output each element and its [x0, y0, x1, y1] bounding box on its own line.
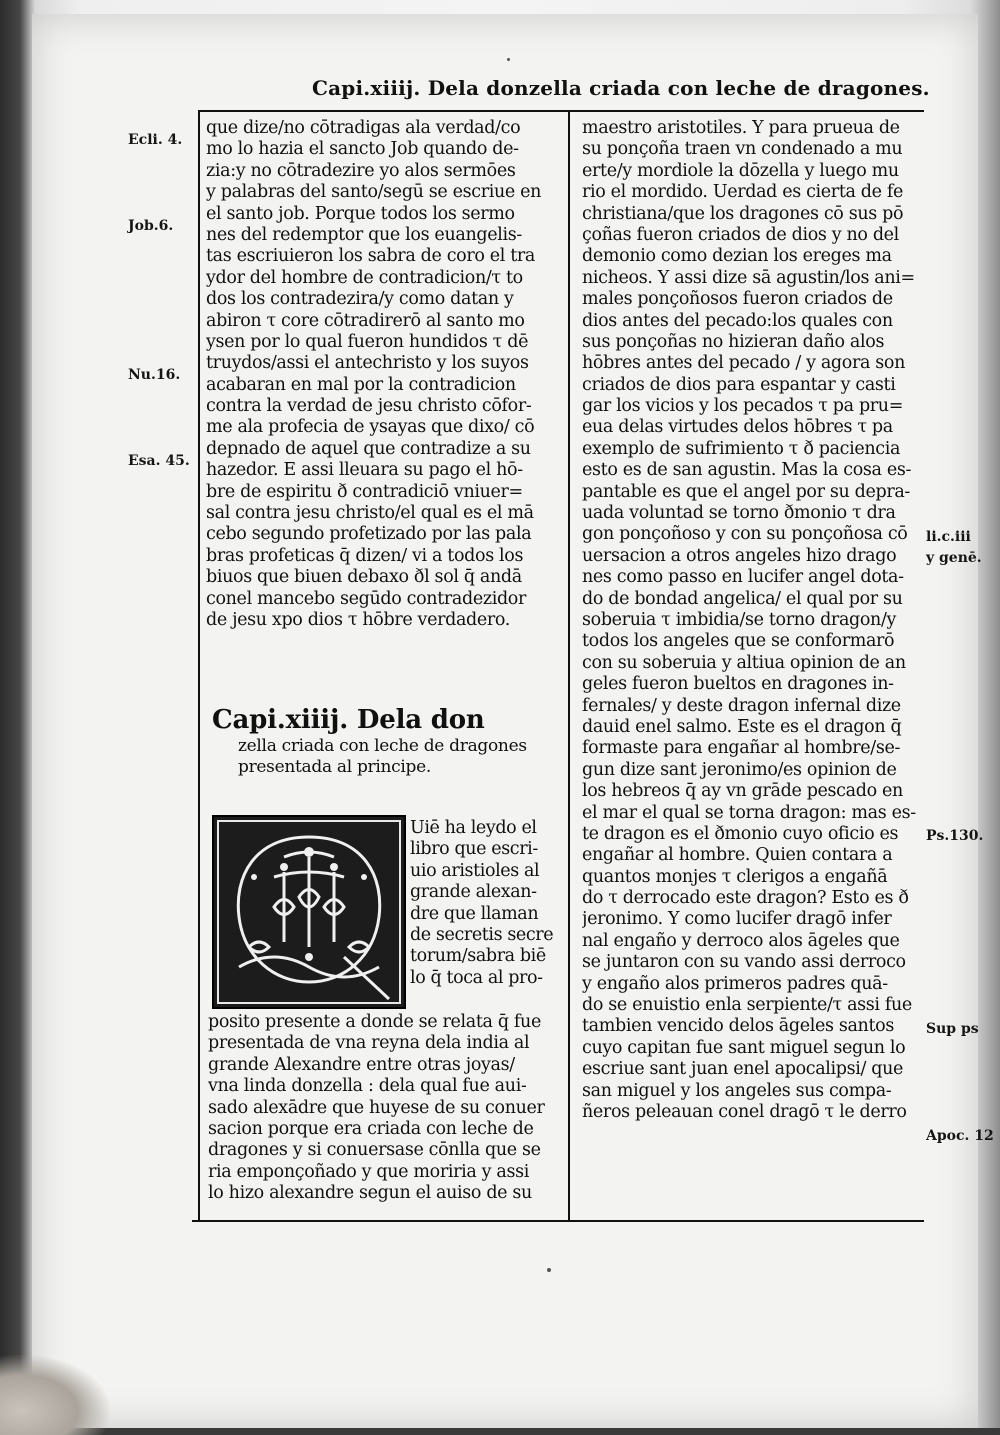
- decorated-initial: [212, 815, 406, 1009]
- text-line: do τ derrocado este dragon? Esto es ð: [582, 888, 909, 909]
- right-column: [582, 118, 920, 1123]
- text-line: vna linda donzella : dela qual fue aui-: [208, 1076, 527, 1097]
- text-line: bre de espiritu ð contradiciō vniuer=: [206, 481, 523, 502]
- text-line: dragones y si conuersase cōnlla que se: [208, 1140, 541, 1161]
- text-line: posito presente a donde se relata q̄ fue: [208, 1012, 541, 1032]
- text-line: sado alexādre que huyese de su conuer: [208, 1097, 545, 1118]
- text-line: nal engaño y derroco alos āgeles que: [582, 930, 900, 951]
- margin-note-left: Ecli. 4.: [128, 132, 183, 148]
- text-line: pantable es que el angel por su depra-: [582, 481, 910, 502]
- text-line: do se enuistio enla serpiente/τ assi fue: [582, 995, 912, 1016]
- margin-note-left: Esa. 45.: [128, 453, 190, 469]
- text-line: se juntaron con su vando assi derroco: [582, 952, 906, 973]
- text-line: do de bondad angelica/ el qual por su: [582, 588, 903, 609]
- text-line: escriue sant juan enel apocalipsi/ que: [582, 1059, 904, 1080]
- text-line: libro que escri-: [410, 839, 538, 860]
- margin-note-right: y genē.: [926, 550, 982, 566]
- margin-note-right: Ps.130.: [926, 828, 984, 845]
- text-line: ysen por lo qual fueron hundidos τ dē: [206, 331, 529, 352]
- text-line: todos los angeles que se conformarō: [582, 631, 895, 652]
- text-line: contra la verdad de jesu christo cōfor-: [206, 396, 532, 417]
- text-line: dre que llaman: [410, 903, 539, 924]
- ink-speck: [507, 58, 510, 61]
- text-line: fernales/ y deste dragon infernal dize: [582, 695, 901, 716]
- margin-note-left: Nu.16.: [128, 367, 181, 384]
- text-line: nes como passo en lucifer angel dota-: [582, 567, 904, 588]
- text-line: grande Alexandre entre otras joyas/: [208, 1054, 515, 1075]
- text-line: demonio como dezian los ereges ma: [582, 246, 892, 267]
- bottom-rule: [192, 1220, 924, 1222]
- text-line: presentada de vna reyna dela india al: [208, 1033, 530, 1054]
- text-line: gon ponçoñoso y con su ponçoñosa cō: [582, 524, 908, 545]
- text-line: tambien vencido delos āgeles santos: [582, 1016, 894, 1037]
- ink-speck: [547, 1268, 551, 1272]
- chapter-text-full: [208, 1012, 560, 1205]
- text-line: san miguel y los angeles sus compa-: [582, 1080, 892, 1101]
- text-line: esto es de san agustin. Mas la cosa es-: [582, 460, 912, 481]
- text-line: conel mancebo segūdo contradezidor: [206, 588, 527, 609]
- text-line: lo hizo alexandre segun el auiso de su: [208, 1183, 532, 1204]
- text-line: nicheos. Y assi dize sā agustin/los ani=: [582, 267, 915, 288]
- text-line: rio el mordido. Uerdad es cierta de fe: [582, 182, 904, 203]
- text-line: formaste para engañar al hombre/se-: [582, 738, 901, 759]
- text-line: acabaran en mal por la contradicion: [206, 374, 516, 395]
- text-line: el santo job. Porque todos los sermo: [206, 203, 515, 224]
- text-line: zia:y no cōtradezire yo alos sermōes: [206, 160, 516, 181]
- text-line: engañar al hombre. Quien contara a: [582, 845, 893, 866]
- text-line: grande alexan-: [410, 882, 537, 903]
- chapter-subtitle-1: zella criada con leche de dragones: [238, 736, 527, 756]
- text-line: lo q̄ toca al pro-: [410, 967, 543, 988]
- text-line: te dragon es el ðmonio cuyo oficio es: [582, 823, 899, 844]
- text-line: cuyo capitan fue sant miguel segun lo: [582, 1037, 906, 1058]
- text-line: abiron τ core cōtradirerō al santo mo: [206, 310, 525, 331]
- text-line: y palabras del santo/segū se escriue en: [206, 182, 542, 203]
- text-line: cebo segundo profetizado por las pala: [206, 524, 532, 545]
- text-line: nes del redemptor que los euangelis-: [206, 224, 522, 245]
- initial-letter: Q: [214, 817, 215, 818]
- margin-note-right: li.c.iii: [926, 528, 971, 545]
- text-line: me ala profecia de ysayas que dixo/ cō: [206, 417, 535, 438]
- chapter-heading: [212, 704, 562, 778]
- text-line: geles fueron bueltos en dragones in-: [582, 674, 894, 695]
- margin-note-right: Apoc. 12: [926, 1127, 994, 1144]
- text-line: jeronimo. Y como lucifer dragō infer: [582, 909, 892, 930]
- text-line: dios antes del pecado:los quales con: [582, 310, 893, 331]
- chapter-text-narrow: [410, 818, 560, 989]
- text-line: uersacion a otros angeles hizo drago: [582, 545, 897, 566]
- text-line: exemplo de sufrimiento τ ð paciencia: [582, 438, 901, 459]
- text-line: erte/y mordiole la dōzella y luego mu: [582, 160, 899, 181]
- text-line: hazedor. E assi lleuara su pago el hō-: [206, 460, 523, 481]
- text-line: tas escriuieron los sabra de coro el tra: [206, 246, 535, 267]
- thumb-shadow: [0, 1355, 110, 1435]
- text-line: sal contra jesu christo/el qual es el mā: [206, 503, 534, 524]
- text-line: ñeros peleauan conel dragō τ le derro: [582, 1101, 907, 1122]
- text-line: el mar el qual se torna dragon: mas es-: [582, 802, 916, 823]
- center-rule: [568, 110, 570, 1222]
- margin-note-right: Sup ps: [926, 1020, 979, 1037]
- left-column: [206, 118, 558, 631]
- text-line: çoñas fueron criados de dios y no del: [582, 224, 899, 245]
- text-line: ydor del hombre de contradicion/τ to: [206, 267, 523, 288]
- text-line: gar los vicios y los pecados τ pa pru=: [582, 396, 904, 417]
- text-line: hōbres antes del pecado / y agora son: [582, 353, 906, 374]
- text-line: depnado de aquel que contradize a su: [206, 438, 531, 459]
- text-line: ria emponçoñado y que moriria y assi: [208, 1161, 529, 1182]
- text-line: gun dize sant jeronimo/es opinion de: [582, 759, 897, 780]
- left-rule: [198, 110, 200, 1222]
- text-line: sacion porque era criada con leche de: [208, 1118, 534, 1139]
- text-line: sus ponçoñas no hizieran daño alos: [582, 331, 885, 352]
- text-line: con su soberuia y altiua opinion de an: [582, 652, 906, 673]
- chapter-subtitle-2: presentada al principe.: [238, 757, 431, 777]
- text-line: y engaño alos primeros padres quā-: [582, 973, 888, 994]
- text-line: uada voluntad se torno ðmonio τ dra: [582, 503, 896, 524]
- text-line: quantos monjes τ clerigos a engañā: [582, 866, 888, 887]
- text-line: soberuia τ imbidia/se torno dragon/y: [582, 609, 897, 630]
- text-line: dos los contradezira/y como datan y: [206, 289, 514, 310]
- text-line: maestro aristotiles. Y para prueua de: [582, 118, 900, 138]
- text-line: criados de dios para espantar y casti: [582, 374, 896, 395]
- text-line: uio aristioles al: [410, 860, 540, 881]
- running-head: Capi.xiiij. Dela donzella criada con leche de dragones.: [312, 76, 930, 100]
- text-line: Uiē ha leydo el: [410, 818, 537, 838]
- text-line: truydos/assi el antechristo y los suyos: [206, 353, 529, 374]
- text-line: su ponçoña traen vn condenado a mu: [582, 139, 903, 160]
- text-line: de jesu xpo dios τ hōbre verdadero.: [206, 609, 511, 630]
- text-line: torum/sabra biē: [410, 946, 546, 967]
- text-line: que dize/no cōtradigas ala verdad/co: [206, 118, 521, 138]
- top-rule: [198, 110, 924, 112]
- text-line: christiana/que los dragones cō sus pō: [582, 203, 904, 224]
- text-line: bras profeticas q̄ dizen/ vi a todos los: [206, 545, 524, 566]
- text-line: biuos que biuen debaxo ðl sol q̄ andā: [206, 567, 522, 588]
- chapter-title: Capi.xiiij. Dela don: [212, 705, 485, 735]
- text-line: eua delas virtudes delos hōbres τ pa: [582, 417, 893, 438]
- text-line: los hebreos q̄ ay vn grāde pescado en: [582, 781, 903, 802]
- text-line: de secretis secre: [410, 924, 554, 945]
- margin-note-left: Job.6.: [128, 217, 174, 234]
- text-line: mo lo hazia el sancto Job quando de-: [206, 139, 519, 160]
- ornament-icon: [214, 817, 404, 1007]
- text-line: males ponçoñosos fueron criados de: [582, 289, 893, 310]
- text-line: dauid enel salmo. Este es el dragon q̄: [582, 716, 902, 737]
